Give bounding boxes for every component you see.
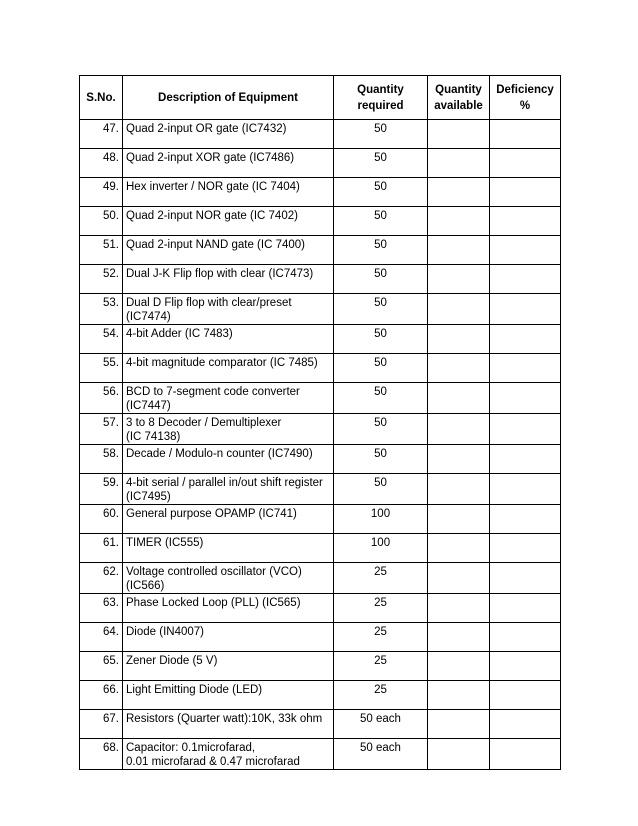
- quantity-required-cell: 50: [334, 149, 428, 178]
- description-line: (IC7447): [126, 400, 171, 412]
- description-cell: [123, 178, 334, 207]
- quantity-available-cell: [428, 149, 490, 178]
- description-line: (IC566): [126, 580, 165, 592]
- deficiency-cell: [490, 414, 561, 445]
- quantity-required-cell: 50 each: [334, 739, 428, 770]
- description-cell: [123, 681, 334, 710]
- deficiency-cell: [490, 505, 561, 534]
- quantity-required-cell: 100: [334, 505, 428, 534]
- quantity-required-cell: 50: [334, 120, 428, 149]
- quantity-required-cell: 50: [334, 383, 428, 414]
- header-deficiency-line: Deficiency: [496, 83, 554, 96]
- serial-number-cell: 48.: [80, 149, 123, 178]
- description-line: Hex inverter / NOR gate (IC 7404): [126, 181, 300, 193]
- description-cell: [123, 652, 334, 681]
- quantity-available-cell: [428, 681, 490, 710]
- description-cell: [123, 505, 334, 534]
- header-qty-required: [334, 76, 428, 120]
- quantity-required-cell: 25: [334, 652, 428, 681]
- deficiency-cell: [490, 149, 561, 178]
- quantity-required-cell: 50: [334, 178, 428, 207]
- table-row: [80, 354, 561, 383]
- quantity-available-cell: [428, 294, 490, 325]
- deficiency-cell: [490, 236, 561, 265]
- deficiency-cell: [490, 710, 561, 739]
- serial-number-cell: 64.: [80, 623, 123, 652]
- quantity-available-cell: [428, 354, 490, 383]
- description-line: (IC7474): [126, 311, 171, 323]
- deficiency-cell: [490, 652, 561, 681]
- table-row: [80, 265, 561, 294]
- quantity-required-cell: 50: [334, 265, 428, 294]
- quantity-available-cell: [428, 120, 490, 149]
- serial-number-cell: 62.: [80, 563, 123, 594]
- deficiency-cell: [490, 594, 561, 623]
- table-row: [80, 739, 561, 770]
- description-line: 4-bit serial / parallel in/out shift register: [126, 477, 323, 489]
- quantity-required-cell: 50: [334, 294, 428, 325]
- header-qty-available: [428, 76, 490, 120]
- table-row: [80, 623, 561, 652]
- description-cell: [123, 294, 334, 325]
- description-line: 4-bit Adder (IC 7483): [126, 328, 233, 340]
- serial-number-cell: 54.: [80, 325, 123, 354]
- quantity-required-cell: 50: [334, 325, 428, 354]
- serial-number-cell: 50.: [80, 207, 123, 236]
- table-row: [80, 534, 561, 563]
- description-line: Phase Locked Loop (PLL) (IC565): [126, 597, 301, 609]
- table-row: [80, 236, 561, 265]
- serial-number-cell: 61.: [80, 534, 123, 563]
- description-line: Voltage controlled oscillator (VCO): [126, 566, 302, 578]
- quantity-required-cell: 50: [334, 354, 428, 383]
- description-line: Dual J-K Flip flop with clear (IC7473): [126, 268, 314, 280]
- deficiency-cell: [490, 120, 561, 149]
- description-cell: [123, 710, 334, 739]
- table-row: [80, 207, 561, 236]
- serial-number-cell: 57.: [80, 414, 123, 445]
- serial-number-cell: 65.: [80, 652, 123, 681]
- description-line: General purpose OPAMP (IC741): [126, 508, 297, 520]
- quantity-available-cell: [428, 445, 490, 474]
- description-line: 3 to 8 Decoder / Demultiplexer: [126, 417, 282, 429]
- table-row: [80, 563, 561, 594]
- description-cell: [123, 414, 334, 445]
- serial-number-cell: 52.: [80, 265, 123, 294]
- quantity-available-cell: [428, 474, 490, 505]
- header-qty-required-line: Quantity: [357, 83, 404, 96]
- description-cell: [123, 325, 334, 354]
- deficiency-cell: [490, 623, 561, 652]
- serial-number-cell: 47.: [80, 120, 123, 149]
- description-line: Quad 2-input NAND gate (IC 7400): [126, 239, 305, 251]
- serial-number-cell: 56.: [80, 383, 123, 414]
- quantity-required-cell: 50: [334, 207, 428, 236]
- header-sno: S.No.: [80, 76, 123, 120]
- description-line: Light Emitting Diode (LED): [126, 684, 263, 696]
- description-cell: [123, 265, 334, 294]
- quantity-available-cell: [428, 383, 490, 414]
- description-line: Zener Diode (5 V): [126, 655, 218, 667]
- quantity-available-cell: [428, 414, 490, 445]
- serial-number-cell: 51.: [80, 236, 123, 265]
- description-cell: [123, 120, 334, 149]
- quantity-available-cell: [428, 594, 490, 623]
- description-cell: [123, 383, 334, 414]
- description-cell: [123, 594, 334, 623]
- header-qty-available-line: available: [434, 99, 483, 112]
- header-qty-available-line: Quantity: [435, 83, 482, 96]
- serial-number-cell: 68.: [80, 739, 123, 770]
- deficiency-cell: [490, 354, 561, 383]
- serial-number-cell: 63.: [80, 594, 123, 623]
- serial-number-cell: 60.: [80, 505, 123, 534]
- serial-number-cell: 67.: [80, 710, 123, 739]
- table-row: [80, 594, 561, 623]
- description-cell: [123, 207, 334, 236]
- quantity-required-cell: 100: [334, 534, 428, 563]
- table-row: [80, 325, 561, 354]
- quantity-required-cell: 50: [334, 445, 428, 474]
- description-cell: [123, 236, 334, 265]
- quantity-required-cell: 50: [334, 414, 428, 445]
- quantity-available-cell: [428, 178, 490, 207]
- description-cell: [123, 445, 334, 474]
- equipment-table: [79, 75, 561, 770]
- header-qty-required-line: required: [357, 99, 404, 112]
- table-row: [80, 652, 561, 681]
- header-deficiency-line: %: [519, 99, 531, 112]
- description-cell: [123, 563, 334, 594]
- serial-number-cell: 66.: [80, 681, 123, 710]
- description-cell: [123, 474, 334, 505]
- deficiency-cell: [490, 178, 561, 207]
- description-cell: [123, 149, 334, 178]
- description-line: Decade / Modulo-n counter (IC7490): [126, 448, 313, 460]
- quantity-required-cell: 25: [334, 594, 428, 623]
- table-row: [80, 383, 561, 414]
- deficiency-cell: [490, 534, 561, 563]
- serial-number-cell: 59.: [80, 474, 123, 505]
- table-row: [80, 120, 561, 149]
- description-line: BCD to 7-segment code converter: [126, 386, 300, 398]
- quantity-available-cell: [428, 563, 490, 594]
- quantity-available-cell: [428, 505, 490, 534]
- quantity-required-cell: 50 each: [334, 710, 428, 739]
- deficiency-cell: [490, 474, 561, 505]
- table-row: [80, 178, 561, 207]
- quantity-required-cell: 25: [334, 623, 428, 652]
- description-cell: [123, 623, 334, 652]
- description-line: Quad 2-input XOR gate (IC7486): [126, 152, 295, 164]
- table-row: [80, 414, 561, 445]
- description-cell: [123, 534, 334, 563]
- quantity-required-cell: 50: [334, 474, 428, 505]
- description-line: Quad 2-input OR gate (IC7432): [126, 123, 287, 135]
- description-line: 4-bit magnitude comparator (IC 7485): [126, 357, 318, 369]
- description-line: Quad 2-input NOR gate (IC 7402): [126, 210, 298, 222]
- quantity-available-cell: [428, 207, 490, 236]
- description-line: (IC7495): [126, 491, 171, 503]
- description-line: TIMER (IC555): [126, 537, 204, 549]
- description-cell: [123, 739, 334, 770]
- deficiency-cell: [490, 739, 561, 770]
- quantity-available-cell: [428, 265, 490, 294]
- table-row: [80, 681, 561, 710]
- deficiency-cell: [490, 383, 561, 414]
- deficiency-cell: [490, 563, 561, 594]
- deficiency-cell: [490, 294, 561, 325]
- table-row: [80, 710, 561, 739]
- deficiency-cell: [490, 265, 561, 294]
- quantity-available-cell: [428, 325, 490, 354]
- header-deficiency: [490, 76, 561, 120]
- quantity-available-cell: [428, 739, 490, 770]
- quantity-available-cell: [428, 710, 490, 739]
- serial-number-cell: 58.: [80, 445, 123, 474]
- header-description: Description of Equipment: [123, 76, 334, 120]
- description-line: Resistors (Quarter watt):10K, 33k ohm: [126, 713, 323, 725]
- serial-number-cell: 55.: [80, 354, 123, 383]
- table-row: [80, 505, 561, 534]
- quantity-required-cell: 25: [334, 681, 428, 710]
- quantity-available-cell: [428, 534, 490, 563]
- deficiency-cell: [490, 445, 561, 474]
- table-row: [80, 149, 561, 178]
- quantity-required-cell: 25: [334, 563, 428, 594]
- description-line: Diode (IN4007): [126, 626, 204, 638]
- serial-number-cell: 49.: [80, 178, 123, 207]
- deficiency-cell: [490, 207, 561, 236]
- description-cell: [123, 354, 334, 383]
- deficiency-cell: [490, 325, 561, 354]
- quantity-available-cell: [428, 623, 490, 652]
- table-row: [80, 445, 561, 474]
- table-row: [80, 474, 561, 505]
- description-line: Dual D Flip flop with clear/preset: [126, 297, 292, 309]
- serial-number-cell: 53.: [80, 294, 123, 325]
- table-row: [80, 294, 561, 325]
- description-line: Capacitor: 0.1microfarad,: [126, 742, 256, 754]
- description-line: (IC 74138): [126, 431, 181, 443]
- description-line: 0.01 microfarad & 0.47 microfarad: [126, 756, 300, 768]
- deficiency-cell: [490, 681, 561, 710]
- quantity-available-cell: [428, 652, 490, 681]
- quantity-available-cell: [428, 236, 490, 265]
- header-row: [80, 76, 561, 120]
- quantity-required-cell: 50: [334, 236, 428, 265]
